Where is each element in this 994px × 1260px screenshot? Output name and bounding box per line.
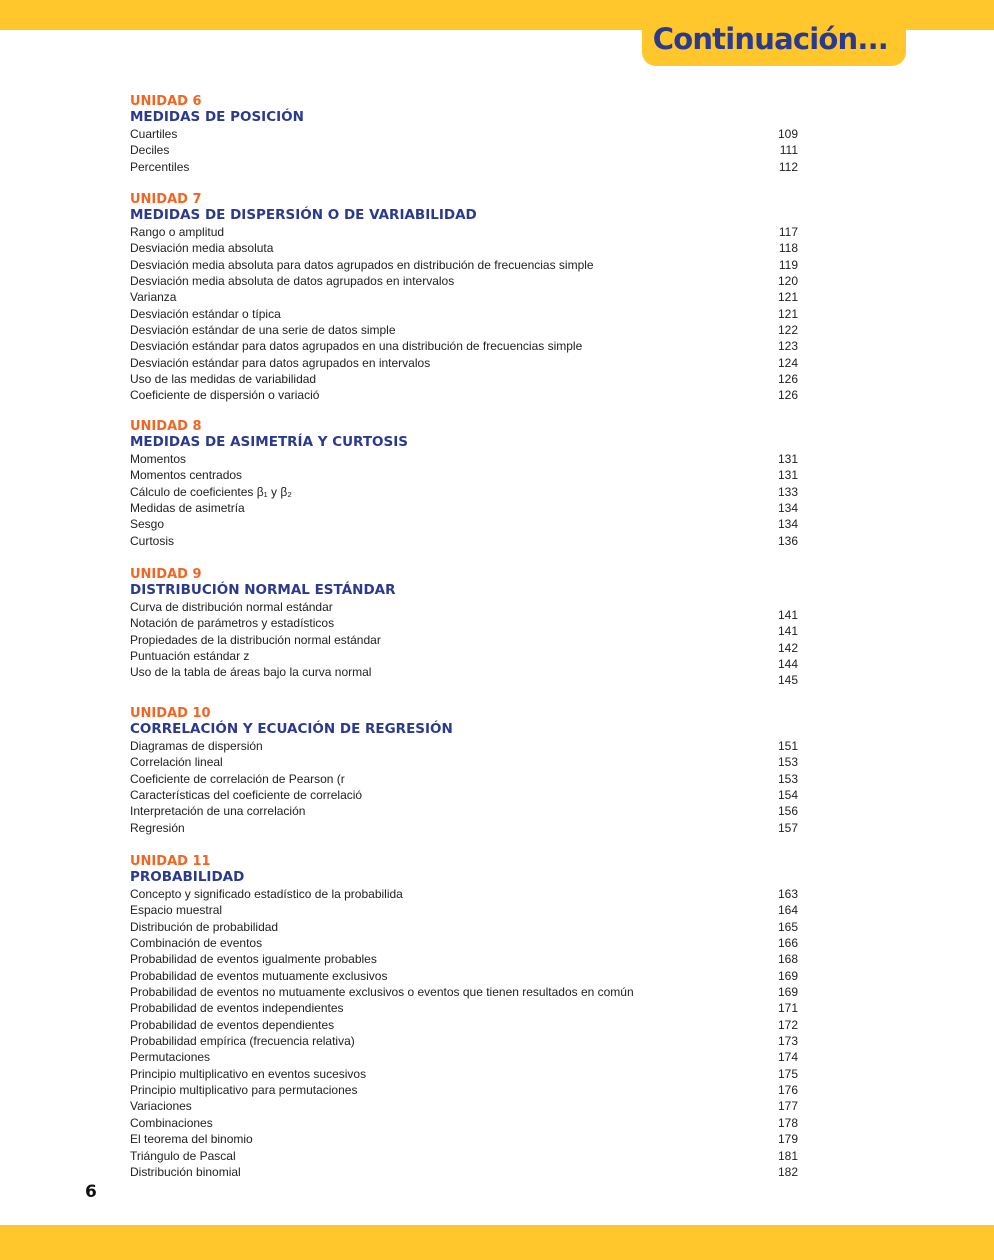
toc-entry[interactable]: [130, 1049, 798, 1065]
unit-title: MEDIDAS DE POSICIÓN: [130, 109, 304, 125]
toc-entry-page: 144: [777, 657, 798, 672]
toc-entry-page: 168: [777, 952, 798, 967]
toc-entry-label: Rango o amplitud: [130, 225, 225, 239]
toc-entry[interactable]: [130, 322, 798, 338]
toc-entry-page: 121: [777, 290, 798, 305]
toc-entry-page: 121: [777, 306, 798, 321]
toc-entry-page: 169: [777, 985, 798, 1000]
toc-entry-page: 182: [777, 1164, 798, 1179]
toc-entry-label: Distribución binomial: [130, 1164, 241, 1179]
continuation-tab: [642, 18, 906, 66]
toc-entry[interactable]: [130, 484, 798, 500]
toc-entry-label: Probabilidad de eventos dependientes: [130, 1017, 335, 1032]
unit-label: UNIDAD 10: [130, 706, 211, 721]
toc-entry-label[interactable]: Propiedades de la distribución normal estándar: [130, 632, 381, 647]
toc-entry[interactable]: [130, 935, 798, 951]
toc-entry-page: 174: [777, 1050, 798, 1065]
toc-entry[interactable]: [130, 787, 798, 803]
toc-entry[interactable]: [130, 533, 798, 549]
toc-entry-page: 178: [777, 1115, 798, 1130]
toc-entry[interactable]: [130, 1066, 798, 1082]
bottom-decorative-band: [0, 1225, 994, 1260]
toc-entry[interactable]: [130, 451, 798, 467]
toc-entry[interactable]: [130, 516, 798, 532]
toc-entry-page: 111: [779, 143, 798, 158]
unit-label: UNIDAD 11: [130, 854, 211, 869]
toc-entry-page: 131: [777, 468, 798, 483]
toc-entry-page: 145: [777, 673, 798, 688]
toc-entry-label: Desviación estándar de una serie de datos simple: [130, 323, 396, 338]
toc-entry[interactable]: [130, 1115, 798, 1131]
toc-entry-label: Regresión: [130, 820, 185, 835]
toc-entry-page: 122: [777, 323, 798, 338]
toc-entry[interactable]: [130, 159, 798, 175]
unit-label: UNIDAD 9: [130, 567, 202, 582]
toc-entry-label: Probabilidad de eventos independientes: [130, 1001, 344, 1016]
toc-entry-page: 134: [777, 517, 798, 532]
toc-entry-page: 134: [777, 501, 798, 516]
toc-entry-label: Desviación estándar o típica: [130, 306, 281, 321]
toc-entry-page: 169: [777, 968, 798, 983]
toc-entry-label[interactable]: Curva de distribución normal estándar: [130, 600, 333, 614]
toc-entry-label: Percentiles: [130, 159, 190, 174]
toc-entry[interactable]: [130, 1098, 798, 1114]
toc-entry-page: 151: [777, 739, 798, 753]
toc-entry-page: 179: [777, 1132, 798, 1147]
toc-entry-label: Espacio muestral: [130, 903, 223, 918]
toc-entry-label: Coeficiente de correlación de Pearson (r: [130, 771, 345, 786]
toc-entry-label[interactable]: Uso de la tabla de áreas bajo la curva normal: [130, 665, 372, 680]
toc-entry-label: Momentos centrados: [130, 468, 243, 483]
toc-entry-page: 181: [777, 1148, 798, 1163]
toc-entry[interactable]: [130, 467, 798, 483]
toc-entry-page: 153: [777, 771, 798, 786]
toc-entry-label: Probabilidad de eventos igualmente probables: [130, 952, 377, 967]
toc-entry-page: 119: [778, 257, 798, 272]
toc-entry[interactable]: [130, 1033, 798, 1049]
toc-entry[interactable]: [130, 257, 798, 273]
toc-entry-label: Varianza: [130, 290, 177, 305]
toc-entry-page: 123: [777, 339, 798, 354]
toc-entry-page: 172: [777, 1017, 798, 1032]
unit-section-9: [130, 567, 798, 689]
toc-entry-label: Diagramas de dispersión: [130, 739, 263, 753]
toc-entry[interactable]: [130, 126, 798, 142]
unit-section-8: [130, 419, 798, 549]
toc-entry[interactable]: [130, 273, 798, 289]
toc-entry[interactable]: [130, 224, 798, 240]
toc-entry-page: 176: [777, 1083, 798, 1098]
unit-section-6: [130, 94, 798, 175]
toc-entry-label: Combinación de eventos: [130, 936, 263, 951]
toc-entry[interactable]: [130, 338, 798, 354]
toc-entry[interactable]: [130, 306, 798, 322]
toc-entry[interactable]: [130, 1164, 798, 1180]
toc-entry-label: El teorema del binomio: [130, 1132, 253, 1147]
toc-entry-page: 120: [777, 274, 798, 289]
toc-entry[interactable]: [130, 984, 798, 1000]
toc-entry[interactable]: [130, 289, 798, 305]
continuation-label: Continuación...: [652, 22, 888, 56]
toc-entry-label: Desviación estándar para datos agrupados en una distribución de frecuencias simple: [130, 339, 583, 354]
toc-entry-label: Concepto y significado estadístico de la probabilida: [130, 887, 403, 901]
toc-entry[interactable]: [130, 355, 798, 371]
unit-title: MEDIDAS DE ASIMETRÍA Y CURTOSIS: [130, 434, 409, 450]
toc-entry-page: 118: [778, 241, 798, 256]
toc-entry-page: 173: [777, 1034, 798, 1049]
toc-entry-page: 164: [777, 903, 798, 918]
toc-entry-label: Principio multiplicativo para permutaciones: [130, 1083, 358, 1098]
unit-label: UNIDAD 6: [130, 94, 202, 109]
toc-entry-label: Probabilidad empírica (frecuencia relativa): [130, 1034, 355, 1049]
toc-entry[interactable]: [130, 240, 798, 256]
toc-entry-page: 142: [777, 640, 798, 655]
toc-entry-label: Triángulo de Pascal: [130, 1148, 236, 1163]
toc-entry-page: 136: [777, 533, 798, 548]
unit-section-7: [130, 192, 798, 404]
unit-title: PROBABILIDAD: [130, 869, 245, 885]
toc-entry[interactable]: [130, 771, 798, 787]
unit-title: MEDIDAS DE DISPERSIÓN O DE VARIABILIDAD: [130, 207, 477, 223]
toc-page-column: [768, 599, 798, 689]
toc-entry-label: Medidas de asimetría: [130, 501, 245, 516]
toc-entry-page: 141: [777, 624, 798, 639]
toc-entry-page: 163: [777, 887, 798, 901]
toc-entry-label: Características del coeficiente de correlació: [130, 788, 363, 803]
toc-entry-label: Interpretación de una correlación: [130, 804, 306, 819]
toc-entry-label: Uso de las medidas de variabilidad: [130, 372, 317, 387]
toc-entry[interactable]: [130, 886, 798, 902]
toc-entry-page: 156: [777, 804, 798, 819]
toc-entry-label: Desviación media absoluta para datos agrupados en distribución de frecuencias simple: [130, 257, 594, 272]
toc-entry-page: 126: [777, 388, 798, 403]
toc-entry[interactable]: [130, 803, 798, 819]
unit-label: UNIDAD 8: [130, 419, 202, 434]
toc-entry[interactable]: [130, 902, 798, 918]
toc-entry-page: 117: [778, 225, 798, 239]
toc-entry-page: 165: [777, 919, 798, 934]
unit-section-11: [130, 854, 798, 1180]
unit-label: UNIDAD 7: [130, 192, 202, 207]
toc-entry[interactable]: [130, 142, 798, 158]
toc-entry-label[interactable]: Puntuación estándar z: [130, 649, 250, 664]
toc-entry-label: Coeficiente de dispersión o variació: [130, 388, 320, 403]
unit-title: DISTRIBUCIÓN NORMAL ESTÁNDAR: [130, 582, 396, 598]
toc-entry[interactable]: [130, 754, 798, 770]
toc-entry-page: 124: [777, 355, 798, 370]
toc-entry-label: Sesgo: [130, 517, 165, 532]
toc-entry[interactable]: [130, 500, 798, 516]
toc-entry-page: 166: [777, 936, 798, 951]
toc-entry[interactable]: [130, 1148, 798, 1164]
toc-entries-split: [130, 599, 798, 689]
page-number: 6: [85, 1182, 97, 1202]
toc-entry-label: Desviación media absoluta de datos agrupados en intervalos: [130, 274, 455, 289]
toc-entry-label: Combinaciones: [130, 1115, 213, 1130]
toc-entry-page: 175: [777, 1066, 798, 1081]
toc-entry-label: Cuartiles: [130, 127, 178, 141]
toc-entry-label: Principio multiplicativo en eventos sucesivos: [130, 1066, 367, 1081]
toc-entry[interactable]: [130, 1017, 798, 1033]
toc-entry[interactable]: [130, 951, 798, 967]
toc-entry-label: Probabilidad de eventos mutuamente exclusivos: [130, 968, 388, 983]
toc-entry-label: Desviación estándar para datos agrupados en intervalos: [130, 355, 431, 370]
toc-entry-label: Desviación media absoluta: [130, 241, 274, 256]
toc-entry[interactable]: [130, 738, 798, 754]
toc-entry-label: Deciles: [130, 143, 170, 158]
toc-entry-label: Permutaciones: [130, 1050, 211, 1065]
toc-entry-label: Correlación lineal: [130, 755, 223, 770]
toc-entry-label[interactable]: Notación de parámetros y estadísticos: [130, 616, 335, 631]
toc-entry-label: Variaciones: [130, 1099, 192, 1114]
toc-entry-page: 133: [777, 484, 798, 499]
toc-entry[interactable]: [130, 371, 798, 387]
toc-entry[interactable]: [130, 968, 798, 984]
toc-entry-page: 131: [777, 452, 798, 466]
unit-title: CORRELACIÓN Y ECUACIÓN DE REGRESIÓN: [130, 721, 453, 737]
toc-entry-label: Probabilidad de eventos no mutuamente exclusivos o eventos que tienen resultados en común: [130, 985, 634, 1000]
toc-entry[interactable]: [130, 1131, 798, 1147]
toc-entry-page: 109: [777, 127, 798, 141]
toc-entry-page: 126: [777, 372, 798, 387]
toc-entry-page: 171: [777, 1001, 798, 1016]
toc-entry-label: Curtosis: [130, 533, 175, 548]
toc-entry-page: 141: [777, 608, 798, 622]
toc-entry[interactable]: [130, 919, 798, 935]
toc-entry-page: 154: [777, 788, 798, 803]
toc-entry-label: Momentos: [130, 452, 187, 466]
toc-label-column: [130, 599, 381, 689]
unit-section-10: [130, 706, 798, 836]
toc-entry[interactable]: [130, 1000, 798, 1016]
toc-entry-label: Distribución de probabilidad: [130, 919, 279, 934]
toc-entry-label: Cálculo de coeficientes β₁ y β₂: [130, 484, 292, 499]
toc-entry[interactable]: [130, 820, 798, 836]
toc-entry-page: 177: [777, 1099, 798, 1114]
toc-entry[interactable]: [130, 1082, 798, 1098]
toc-entry-page: 112: [778, 159, 798, 174]
toc-entry-page: 157: [777, 820, 798, 835]
toc-entry-page: 153: [777, 755, 798, 770]
toc-entry[interactable]: [130, 387, 798, 403]
